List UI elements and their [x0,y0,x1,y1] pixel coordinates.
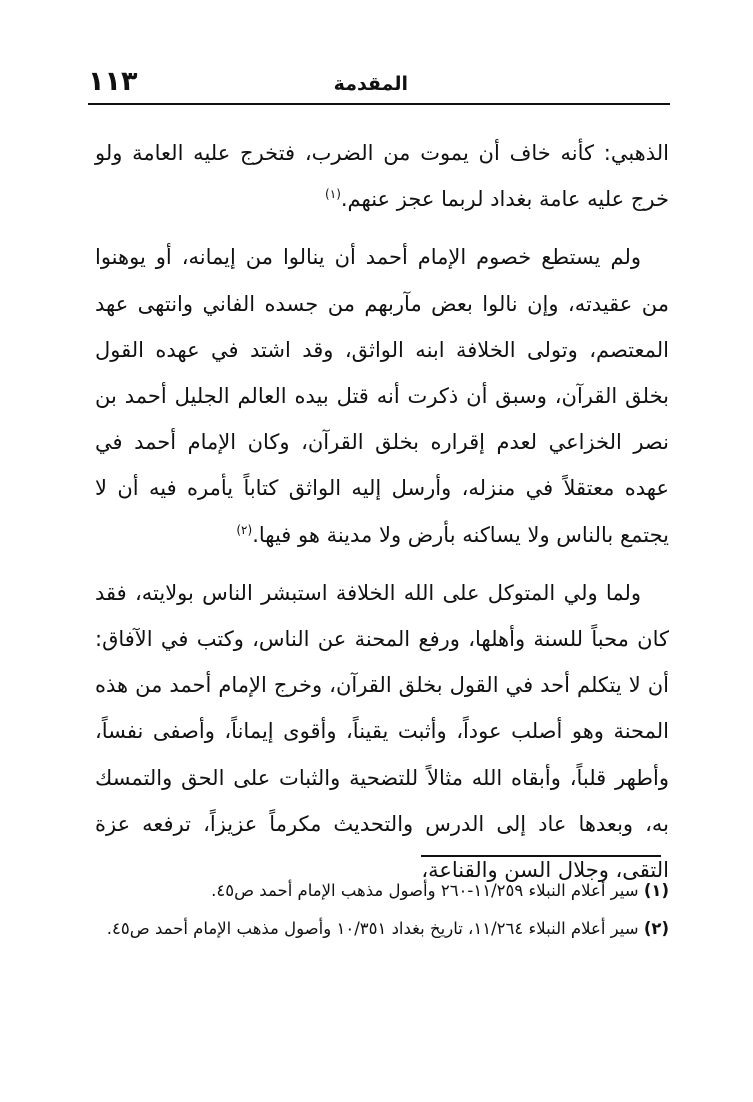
footnotes [95,872,669,948]
footnote-1-text: سير أعلام النبلاء ١١/٢٥٩-٢٦٠ وأصول مذهب الإمام أحمد ص٤٥. [211,881,639,900]
footnote-ref-2: (٢) [236,522,253,537]
header-rule [88,103,670,105]
footnote-separator [421,855,661,857]
footnote-2 [95,910,669,948]
paragraph-3 [95,570,669,893]
running-title: المقدمة [333,73,408,95]
page-number: ١١٣ [88,66,138,97]
footnote-2-text: سير أعلام النبلاء ١١/٢٦٤، تاريخ بغداد ١٠/٣٥١ وأصول مذهب الإمام أحمد ص٤٥. [106,919,639,938]
paragraph-3-text: ولما ولي المتوكل على الله الخلافة استبشر الناس بولايته، فقد كان محباً للسنة وأهلها، ورفع المحنة عن الناس، وكتب في الآفاق: أن لا يتكلم أحد في القول بخلق القرآن، وخرج الإمام أحمد من هذه المحنة وهو أصلب عوداً، وأثبت يقيناً، وأقوى إيماناً، وأصفى نفساً، وأطهر قلباً، وأبقاه الله مثالاً للتضحية والثبات على الحق والتمسك به، وبعدها عاد إلى الدرس والتحديث مكرماً عزيزاً، ترفعه عزة التقى، وجلال السن والقناعة، [95,580,669,883]
main-text [95,130,669,893]
paragraph-2 [95,234,669,557]
footnote-2-number: (٢) [643,919,669,938]
footnote-ref-1: (١) [325,187,341,202]
page-header [88,62,670,102]
footnote-1-number: (١) [643,881,669,900]
paragraph-1-text: الذهبي: كأنه خاف أن يموت من الضرب، فتخرج عليه العامة ولو خرج عليه عامة بغداد لربما عجز عنهم. [95,141,669,212]
footnote-1 [95,872,669,910]
paragraph-1 [95,130,669,222]
paragraph-2-text: ولم يستطع خصوم الإمام أحمد أن ينالوا من إيمانه، أو يوهنوا من عقيدته، وإن نالوا بعض مآربهم من جسده الفاني وانتهى عهد المعتصم، وتولى الخلافة ابنه الواثق، وقد اشتد في عهده القول بخلق القرآن، وسبق أن ذكرت أنه قتل بيده العالم الجليل أحمد بن نصر الخزاعي لعدم إقراره بخلق القرآن، وكان الإمام أحمد في عهده معتقلاً في منزله، وأرسل إليه الواثق كتاباً يأمره فيه أن لا يجتمع بالناس ولا يساكنه بأرض ولا مدينة هو فيها. [95,245,669,547]
